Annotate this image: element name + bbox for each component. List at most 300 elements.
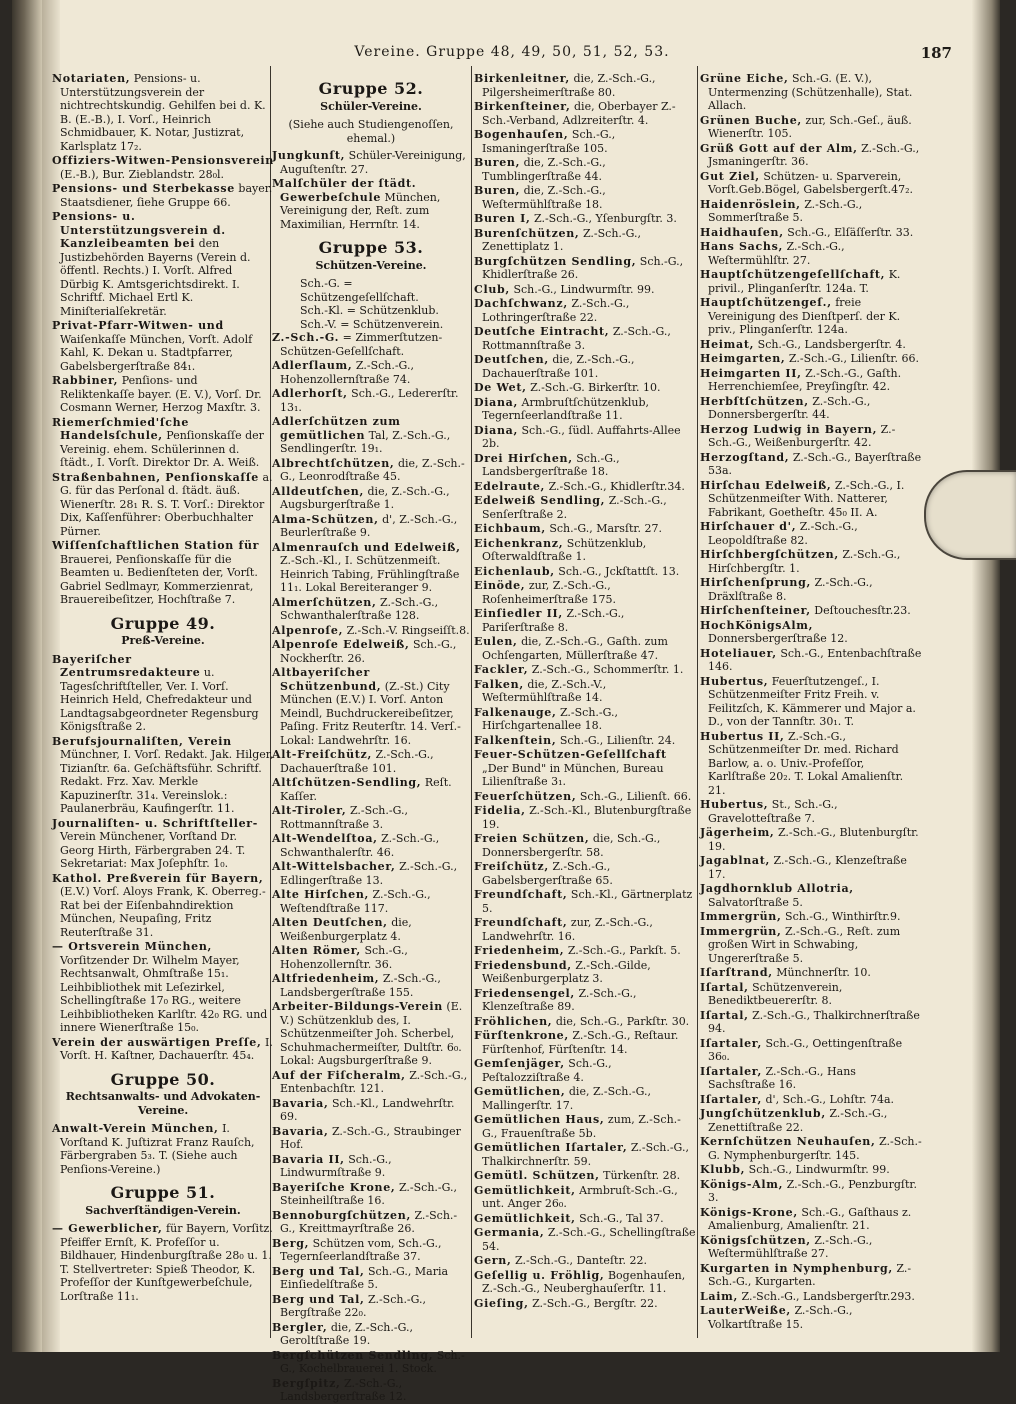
entry-details: Z.-Sch.-G., Khidlerſtr.34. [545, 479, 685, 493]
entry-name: Riemerſchmied'ſche Handelsſchule, [52, 415, 190, 442]
entry-details: Sch.-G. (E. V.), Untermenzing (Schützenhalle), Stat. Allach. [708, 72, 913, 112]
entry-details: Penſions- und Reliktenkaſſe bayer. (E. V.), Vorſ. Dr. Cosmann Werner, Herzog Maxſtr. 3. [60, 374, 262, 414]
directory-entry [700, 1178, 922, 1205]
directory-entry [474, 678, 696, 705]
page-sheet [12, 0, 1000, 1403]
directory-entry [700, 479, 922, 520]
directory-entry [700, 170, 922, 197]
directory-entry [52, 1122, 274, 1176]
entry-details: Münchner, I. Vorſ. Redakt. Jak. Hilger, Tizianſtr. 6a. Geſchäftsführ. Schriftf. Redakt. Frz. Xav. Merkle Kapuzinerſtr. 31₄. Vereinslok.: Paulanerbräu, Kaufingerſtr. 11. [60, 748, 274, 815]
entry-name: Eichbaum, [474, 522, 546, 535]
entry-name: Friedensbund, [474, 958, 572, 972]
entry-name: Gemütlichen, [474, 1085, 566, 1098]
directory-entry [474, 1015, 696, 1029]
column-1 [52, 72, 274, 1332]
directory-entry [474, 748, 696, 789]
entry-name: Drei Hirſchen, [474, 451, 573, 465]
directory-entry [700, 981, 922, 1008]
entry-details: Brauerei, Penſionskaſſe für die Beamten u. Bedienſteten der, Vorſt. Gabriel Sedlmayr, Kommerzienrat, Brauereibeſitzer, Hochſtraße 7. [60, 552, 258, 606]
entry-details: die, Z.-Sch.-G., Leonrodſtraße 45. [280, 456, 465, 483]
entry-details: Z.-Sch.-G., Schwanthalerſtr. 46. [280, 832, 440, 859]
entry-details: Sch.-G., Lilienſt. 66. [576, 789, 692, 803]
entry-name: Jagablnat, [700, 854, 771, 867]
directory-entry [700, 548, 922, 575]
column-2 [272, 72, 470, 1403]
directory-entry [52, 817, 274, 871]
directory-entry [474, 579, 696, 606]
entry-details: Sch.-G., Landsbergerſtraße 18. [482, 451, 620, 478]
entry-name: Adlerſchützen zum gemütlichen [272, 415, 401, 442]
entry-details: Sch.-G., Khidlerſtraße 26. [482, 254, 684, 281]
entry-name: Königs-Alm, [700, 1177, 784, 1191]
entry-details: I. Vorſtand K. Juſtizrat Franz Rauſch, Färbergraben 5₃. T. (Siehe auch Penſions-Vereine.) [60, 1122, 255, 1176]
directory-entry [272, 666, 470, 747]
entry-name: Alldeutſchen, [272, 484, 365, 498]
entry-name: Fürſtenkrone, [474, 1029, 569, 1042]
directory-entry [700, 352, 922, 366]
directory-entry [700, 198, 922, 225]
entry-details: Z.-Sch.-G., Weſtermühlſtraße 27. [708, 1233, 873, 1260]
entry-name: Eichenkranz, [474, 536, 564, 550]
directory-entry [474, 734, 696, 748]
directory-entry [52, 471, 274, 539]
directory-entry [272, 888, 470, 915]
abbreviation-line: Sch.-Kl. = Schützenklub. [300, 304, 439, 317]
entry-name: Klubb, [700, 1163, 746, 1176]
entry-name: Almenrauſch und Edelweiß, [272, 540, 461, 554]
entry-name: Gemütlichkeit, [474, 1211, 576, 1225]
entry-name: Alt-Freiſchütz, [272, 748, 373, 761]
entry-details: Z.-Sch.-G., Leopoldſtraße 82. [708, 520, 858, 547]
entry-details: Feuerſtutzengeſ., I. Schützenmeiſter Fritz Freih. v. Feilitzſch, K. Kämmerer und Major a. D., von der Tannſtr. 30₁. T. [708, 674, 916, 728]
entry-name: Berufsjournaliſten, Verein [52, 734, 232, 748]
entry-details: Z.-Sch.-G., Entenbachſtr. 121. [280, 1068, 468, 1095]
entry-details: I. Vorſt. H. Kaſtner, Dachauerſtr. 45₄. [60, 1035, 273, 1062]
entry-name: Hirſchbergſchützen, [700, 548, 839, 561]
entry-details: Tal, Z.-Sch.-G., Sendlingerſtr. 19₁. [280, 428, 451, 455]
directory-entry [474, 1141, 696, 1168]
entry-details: Sch.-G., Lindwurmſtraße 9. [280, 1152, 392, 1179]
entry-details: Schüler-Vereinigung, Auguſtenſtr. 27. [280, 149, 466, 176]
entry-details: Z.-Sch.-Kl., Blutenburgſtraße 19. [482, 804, 692, 831]
group-subheading: Preß-Vereine. [121, 634, 205, 647]
entry-name: Grüß Gott auf der Alm, [700, 141, 858, 155]
entry-name: Hirſchauer d', [700, 520, 797, 533]
entry-details: Z.-Sch.-G., Landsbergerſtraße 155. [280, 972, 441, 999]
entry-name: Jungkunſt, [272, 149, 346, 162]
directory-entry [474, 227, 696, 254]
column-3 [474, 72, 696, 1347]
entry-details: Sch.-G., Lilienſtr. 24. [556, 733, 676, 747]
entry-details: die, Weißenburgerplatz 4. [280, 916, 412, 943]
directory-entry [272, 860, 470, 887]
entry-name: Hubertus II, [700, 729, 785, 743]
directory-entry [474, 959, 696, 986]
entry-details: Sch.-G., Entenbachſtraße 146. [708, 646, 922, 673]
entry-details: Z.-Sch.-G., Landsbergerſtr.293. [738, 1289, 915, 1303]
directory-entry [700, 1206, 922, 1233]
entry-details: die, Z.-Sch.-G., Augsburgerſtraße 1. [280, 484, 450, 511]
directory-entry [272, 624, 470, 638]
directory-entry [474, 522, 696, 536]
entry-details: Z.-Sch.-G., Penzburgſtr. 3. [708, 1177, 917, 1204]
directory-entry [474, 297, 696, 324]
directory-entry [700, 1065, 922, 1092]
directory-entry [474, 424, 696, 451]
entry-name: Heimgarten II, [700, 366, 802, 380]
entry-name: Feuer-Schützen-Geſellſchaft [474, 748, 667, 761]
directory-entry [272, 331, 470, 358]
directory-entry [474, 184, 696, 211]
directory-entry [474, 128, 696, 155]
directory-entry [700, 226, 922, 240]
directory-entry [272, 1293, 470, 1320]
entry-details: Armbruſtſchützenklub, Tegernſeerlandſtraße 11. [482, 395, 650, 422]
entry-name: Alte Hirſchen, [272, 888, 370, 901]
entry-name: Rabbiner, [52, 374, 119, 387]
directory-entry [272, 1349, 470, 1376]
entry-details: Schützen- u. Sparverein, Vorſt.Geb.Bögel, Gabelsbergerſt.47₂. [708, 169, 913, 196]
directory-entry [52, 154, 274, 181]
entry-details: die, Z.-Sch.-G., Gaſth. zum Ochſengarten, Müllerſtraße 47. [482, 635, 668, 662]
entry-name: Bayeriſcher Zentrumsredakteure [52, 652, 201, 679]
entry-name: Straßenbahnen, Penſionskaſſe [52, 470, 259, 484]
abbreviation-line: Sch.-G. = Schützengeſellſchaft. [300, 277, 419, 304]
group-subheading: Schüler-Vereine. [320, 99, 422, 113]
entry-details: Z.-Sch.-G., Edlingerſtraße 13. [280, 860, 458, 887]
entry-name: Iſartaler, [700, 1064, 763, 1078]
entry-name: Gern, [474, 1254, 512, 1267]
cross-reference-note: (Siehe auch Studiengenoſſen, ehemal.) [288, 118, 454, 145]
entry-name: Almerſchützen, [272, 595, 377, 609]
entry-name: Anwalt-Verein München, [52, 1122, 219, 1135]
entry-details: Z.-Sch.-G., Hans Sachsſtraße 16. [708, 1064, 856, 1091]
directory-entry [474, 663, 696, 677]
directory-entry [474, 1057, 696, 1084]
entry-name: — Gewerblicher, [52, 1222, 163, 1235]
entry-details: die, Sch.-G., Parkſtr. 30. [552, 1014, 690, 1028]
entry-name: Haidenröslein, [700, 197, 801, 211]
directory-entry [700, 882, 922, 909]
entry-name: Albrechtſchützen, [272, 456, 395, 470]
directory-entry [272, 415, 470, 456]
entry-name: Gieſing, [474, 1296, 529, 1310]
directory-entry [272, 1153, 470, 1180]
entry-details: u. Tagesſchriftſteller, Ver. I. Vorſ. Heinrich Held, Chefredakteur und Landtagsabgeordneter Regensburg Königsſtraße 2. [60, 666, 259, 733]
entry-details: Z.-Sch.-G., Steinheilſtraße 16. [280, 1180, 458, 1207]
entry-details: Z.-Sch.-G., Sommerſtraße 5. [708, 197, 863, 224]
entry-name: Z.-Sch.-G. [272, 331, 340, 344]
directory-entry [272, 1125, 470, 1152]
entry-details: Sch.-G., Elſäſſerſtr. 33. [783, 225, 914, 239]
entry-details: (E.-B.), Bur. Zieblandstr. 28₀l. [60, 167, 225, 181]
directory-entry [474, 790, 696, 804]
entry-details: Z.-Sch.-G., Schommerſtr. 1. [528, 663, 684, 676]
entry-details: die, Z.-Sch.-G., Dachauerſtraße 101. [482, 353, 635, 380]
directory-entry [700, 925, 922, 966]
directory-entry [700, 367, 922, 394]
directory-entry [700, 114, 922, 141]
directory-entry [272, 1097, 470, 1124]
entry-name: Hirſchenſprung, [700, 576, 812, 589]
entry-name: Altſchützen-Sendling, [272, 776, 422, 789]
entry-details: Penſionskaſſe der Vereinig. ehem. Schülerinnen d. ſtädt., I. Vorſt. Direktor Dr. A. Weiß. [60, 429, 264, 469]
entry-details: die, Z.-Sch.-G., Pilgersheimerſtraße 80. [482, 72, 656, 99]
entry-name: Eichenlaub, [474, 564, 555, 578]
directory-entry [52, 319, 274, 373]
entry-details: Sch.-G., Oettingenſtraße 36₀. [708, 1036, 903, 1063]
entry-details: Sch.-G., Jckſtattſt. 13. [554, 564, 680, 578]
entry-details: Z.-Sch.-G., Lilienſtr. 66. [785, 352, 919, 365]
entry-name: Hauptſchützengeſ., [700, 296, 832, 309]
directory-entry [52, 1036, 274, 1063]
directory-entry [474, 1226, 696, 1253]
entry-name: Gemſenjäger, [474, 1057, 565, 1070]
directory-entry [272, 387, 470, 414]
entry-name: Hans Sachs, [700, 240, 784, 253]
entry-details: Z.-Sch.-G., Bergſtraße 22₀. [280, 1292, 427, 1319]
entry-name: Einſiedler II, [474, 607, 563, 620]
entry-details: Z.-Sch.-G., Kreittmayrſtraße 26. [280, 1208, 458, 1235]
thumb-index-tab [924, 470, 1016, 560]
directory-entry [474, 100, 696, 127]
entry-name: Jagdhornklub Allotria, [700, 882, 854, 895]
group-heading: Gruppe 51. [110, 1183, 216, 1202]
directory-entry [700, 966, 922, 980]
directory-entry [700, 338, 922, 352]
directory-entry [700, 142, 922, 169]
directory-entry [700, 1093, 922, 1107]
directory-entry [474, 283, 696, 297]
entry-details: St., Sch.-G., Gravelotteſtraße 7. [708, 798, 838, 825]
column-rule [471, 66, 472, 1338]
entry-name: Bergler, [272, 1320, 328, 1334]
entry-name: Jägerheim, [700, 826, 775, 839]
directory-entry [272, 916, 470, 943]
directory-entry [474, 804, 696, 831]
directory-entry [700, 647, 922, 674]
entry-details: Z.-Sch.-G., Gabelsbergerſtraße 65. [482, 860, 613, 887]
entry-name: Heimgarten, [700, 352, 786, 365]
entry-details: Z.-Sch.-G., Klenzeſtraße 17. [708, 854, 907, 881]
entry-name: Burgſchützen Sendling, [474, 254, 637, 268]
entry-details: Z.-Sch.-V. Ringseiſſt.8. [343, 623, 470, 637]
entry-details: Pensions- u. Unterstützungsverein der nichtrechtskundig. Gehilfen bei d. K. B. (E.-B.), I. Vorſ., Heinrich Schmidbauer, K. Notar, Justizrat, Karlsplatz 17₂. [60, 72, 266, 153]
entry-details: (E. V.) Schützenklub des, I. Schützenmeiſter Joh. Scherbel, Schuhmachermeiſter, Dultſtr. 6₀. Lokal: Augsburgerſtraße 9. [280, 1000, 463, 1067]
entry-name: Berg und Tal, [272, 1264, 365, 1278]
entry-details: Z.-Sch.-G., Senſerſtraße 2. [482, 494, 667, 521]
directory-entry [272, 1321, 470, 1348]
directory-entry [474, 987, 696, 1014]
entry-details: Sch.-G., Lindwurmſtr. 99. [509, 282, 655, 296]
entry-name: Grünen Buche, [700, 113, 802, 127]
entry-name: Bayeriſche Krone, [272, 1180, 396, 1194]
directory-entry [474, 1269, 696, 1296]
directory-entry [474, 452, 696, 479]
entry-details: Z.-Sch.-G., Thalkirchnerſtraße 94. [708, 1008, 920, 1035]
directory-entry [474, 860, 696, 887]
directory-entry [474, 1254, 696, 1268]
directory-entry [700, 798, 922, 825]
entry-details: zur, Sch.-Geſ., äuß. Wienerſtr. 105. [708, 113, 912, 140]
directory-entry [700, 423, 922, 450]
directory-entry [474, 1297, 696, 1311]
entry-details: die, Z.-Sch.-G., Geroltſtraße 19. [280, 1320, 413, 1347]
entry-name: Freundſchaft, [474, 888, 568, 901]
entry-details: Schützenklub, Oſterwaldſtraße 1. [482, 536, 647, 563]
entry-name: Bogenhauſen, [474, 128, 569, 141]
entry-details: Z.-Sch.-G., Dachauerſtraße 101. [280, 748, 434, 775]
entry-name: Pensions- und Sterbekasse [52, 182, 235, 195]
entry-details: Türkenſtr. 28. [599, 1169, 681, 1182]
directory-entry [272, 1000, 470, 1068]
entry-name: Einöde, [474, 579, 526, 592]
entry-details: Schützen vom, Sch.-G., Tegernſeerlandſtraße 37. [280, 1236, 442, 1263]
entry-details: Z.-Sch.-G., Landsbergerſtraße 12. [280, 1376, 407, 1403]
entry-name: Gemütlichkeit, [474, 1183, 576, 1197]
entry-details: Sch.-G., Winthirſtr.9. [781, 910, 901, 923]
entry-details: Sch.-Kl., Gärtnerplatz 5. [482, 888, 693, 915]
directory-entry [272, 541, 470, 595]
entry-name: Arbeiter-Bildungs-Verein [272, 1000, 443, 1013]
entry-details: Sch.-G., Lindwurmſtr. 99. [745, 1163, 890, 1176]
entry-name: Herbſtſchützen, [700, 394, 809, 408]
entry-details: München, Vereinigung der, Reſt. zum Maximilian, Herrnſtr. 14. [280, 190, 441, 231]
entry-details: (Z.-St.) City München (E.V.) I. Vorſ. Anton Meindl, Buchdruckereibeſitzer, Paſing. Fritz Reuterſtr. 14. Verſ.-Lokal: Landwehrſtr. 16. [280, 679, 461, 747]
entry-details: Sch.-Kl., Landwehrſtr. 69. [280, 1096, 455, 1123]
directory-entry [272, 776, 470, 803]
directory-entry [52, 539, 274, 607]
entry-name: Adlerhorſt, [272, 387, 348, 400]
directory-entry [474, 480, 696, 494]
entry-name: Iſarſtrand, [700, 966, 773, 979]
entry-details: Sch.-G., Marsſtr. 27. [545, 522, 662, 535]
directory-entry [474, 832, 696, 859]
directory-entry [700, 1234, 922, 1261]
group-heading: Gruppe 50. [110, 1069, 216, 1089]
directory-entry [52, 210, 274, 318]
directory-entry [700, 451, 922, 478]
running-title: Vereine. Gruppe 48, 49, 50, 51, 52, 53. [354, 44, 670, 60]
entry-name: Falkenauge, [474, 705, 557, 719]
entry-details: Z.-Sch.-G., Jsmaningerſtr. 36. [708, 141, 920, 168]
directory-entry [474, 565, 696, 579]
group-subheading: Rechtsanwalts- und Advokaten-Vereine. [65, 1090, 261, 1117]
entry-name: Königs-Krone, [700, 1205, 798, 1219]
entry-details: Z.-Sch.-G., Hirſchbergſtr. 1. [708, 548, 901, 575]
directory-entry [700, 1262, 922, 1289]
entry-name: Falkenſtein, [474, 733, 557, 747]
entry-details: für Bayern, Vorſitz. Pfeiffer Ernſt, K. Profeſſor u. Bildhauer, Hindenburgſtraße 28₀ u. 1. T. Stellvertreter: Spieß Theodor, K. Profeſſor der Kunſtgewerbeſchule, Lorſtraße 11₁. [60, 1222, 273, 1303]
directory-entry [474, 325, 696, 352]
entry-name: Gemütlichen Haus, [474, 1113, 605, 1126]
directory-entry [52, 72, 274, 153]
entry-details: Armbruſt-Sch.-G., unt. Anger 26₀. [482, 1183, 678, 1210]
entry-details: Z.-Sch.-G., Danteſtr. 22. [511, 1254, 647, 1267]
entry-details: Vorſitzender Dr. Wilhelm Mayer, Rechtsanwalt, Ohmſtraße 15₁. Leihbibliothek mit Leſezirkel, Schellingſtraße 17₀ RG., weitere Leihbibliotheken Karlſtr. 42₀ RG. und innere Wienerſtraße 15₀. [60, 953, 268, 1034]
entry-name: Iſartaler, [700, 1036, 763, 1050]
entry-details: Z.-Sch.-G., Straubinger Hof. [280, 1124, 461, 1151]
entry-details: Sch.-G., Landsbergerſtr. 4. [754, 337, 906, 351]
entry-name: Burenſchützen, [474, 226, 580, 240]
directory-entry [52, 940, 274, 1035]
directory-entry [272, 149, 470, 176]
entry-name: Buren I, [474, 212, 531, 225]
entry-name: Falken, [474, 677, 524, 691]
entry-details: Z.-Sch.-G., Pariſerſtraße 8. [482, 607, 625, 634]
directory-entry [700, 604, 922, 618]
entry-name: Fidelia, [474, 804, 526, 817]
directory-entry [272, 485, 470, 512]
entry-details: Sch.-G., Gaſthaus z. Amalienburg, Amalienſtr. 21. [708, 1205, 912, 1232]
entry-details: Z.-Sch.-G., Gaſth. Herrenchiemſee, Preyſingſtr. 42. [708, 366, 902, 393]
directory-entry [272, 359, 470, 386]
entry-details: Z.-Sch.-G., Schwanthalerſtraße 128. [280, 595, 439, 622]
entry-name: Alma-Schützen, [272, 512, 379, 526]
directory-entry [272, 513, 470, 540]
directory-entry [272, 748, 470, 775]
entry-name: — Ortsverein München, [52, 940, 213, 953]
directory-entry [474, 212, 696, 226]
directory-entry [474, 1184, 696, 1211]
entry-details: Z.-Sch.-G., Zenettiplatz 1. [482, 226, 642, 253]
entry-details: Z.-Sch.-G., Thalkirchnerſtr. 59. [482, 1141, 689, 1168]
directory-entry [474, 494, 696, 521]
entry-details: Z.-Sch.-G., Bergſtr. 22. [528, 1296, 658, 1310]
directory-entry [474, 381, 696, 395]
entry-name: HochKönigsAlm, [700, 618, 814, 632]
entry-name: Hubertus, [700, 798, 769, 811]
entry-details: Z.-Sch.-G., Bayerſtraße 53a. [708, 450, 922, 477]
entry-details: Z.-Sch.-Gilde, Weißenburgerplatz 3. [482, 958, 651, 985]
entry-details: die, Z.-Sch.-G., Tumblingerſtraße 44. [482, 156, 606, 183]
directory-entry [700, 1304, 922, 1331]
entry-name: Verein der auswärtigen Preſſe, [52, 1035, 262, 1049]
entry-details: Verein Münchener, Vorſtand Dr. Georg Hirth, Färbergraben 24. T. Sekretariat: Max Joſephſtr. 1₀. [60, 830, 246, 870]
directory-entry [474, 635, 696, 662]
entry-name: Alt-Wendelſtoa, [272, 832, 378, 845]
entry-details: Schützenverein, Benediktbeuererſtr. 8. [708, 980, 843, 1007]
column-4 [700, 72, 922, 1347]
entry-details: Sch.-G., Maria Einſiedelſtraße 5. [280, 1264, 449, 1291]
entry-name: Freundſchaft, [474, 916, 568, 929]
directory-entry [700, 520, 922, 547]
entry-name: Diana, [474, 395, 518, 409]
entry-details: Z.-Sch.-G., Blutenburgſtr. 19. [708, 826, 919, 853]
entry-name: Hirſchenſteiner, [700, 604, 811, 617]
entry-name: Bavaria II, [272, 1152, 345, 1166]
entry-details: Z.-Sch.-G., Weißenburgerſtr. 42. [708, 422, 896, 449]
entry-name: Friedensengel, [474, 986, 575, 1000]
entry-name: Haidhauſen, [700, 225, 784, 239]
directory-entry [272, 457, 470, 484]
directory-entry [700, 910, 922, 924]
directory-entry [272, 638, 470, 665]
entry-name: Malſchüler der ſtädt. Gewerbeſchule [272, 177, 417, 204]
entry-details: Z.-Sch.-G., Hohenzollernſtraße 74. [280, 359, 414, 386]
entry-details: Z.-Sch.-G., Volkartſtraße 15. [708, 1304, 853, 1331]
directory-entry [474, 1029, 696, 1056]
directory-entry [272, 804, 470, 831]
entry-name: Hubertus, [700, 674, 769, 688]
entry-name: Club, [474, 282, 510, 296]
entry-details: die, Z.-Sch.-V., Weſtermühlſtraße 14. [482, 677, 607, 704]
directory-entry [474, 156, 696, 183]
entry-details: die, Oberbayer Z.-Sch.-Verband, Adlzreiterſtr. 4. [482, 100, 676, 127]
entry-name: Heimat, [700, 337, 755, 351]
directory-entry [700, 1163, 922, 1177]
entry-name: Altfriedenheim, [272, 972, 380, 985]
